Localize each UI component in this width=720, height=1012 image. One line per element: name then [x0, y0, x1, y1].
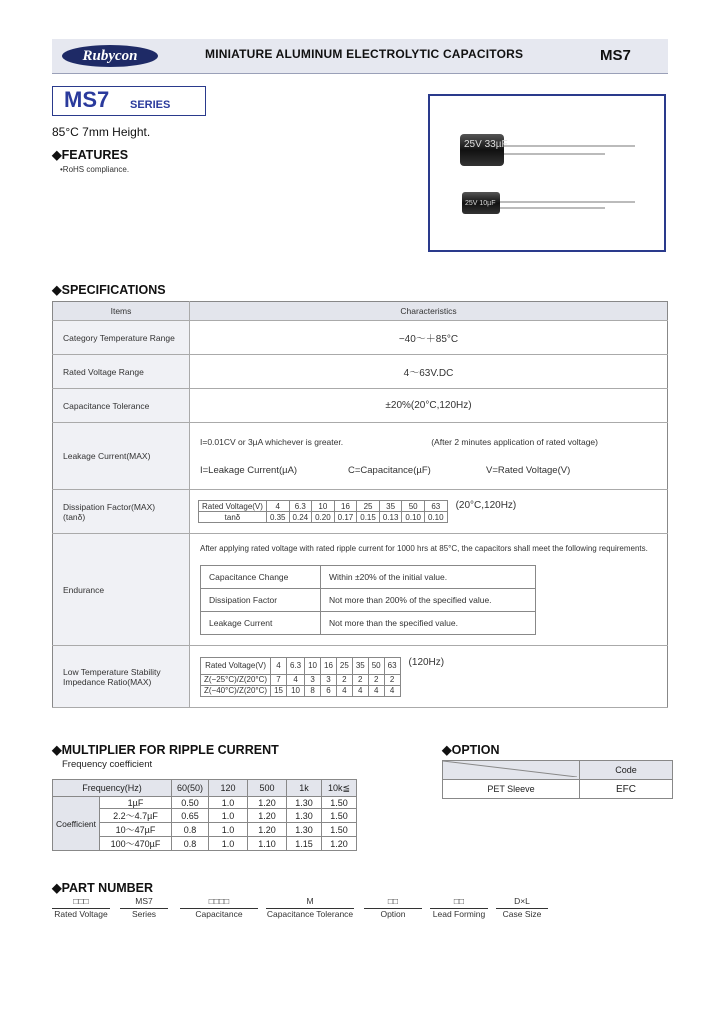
part-label: Option: [380, 909, 406, 919]
ratio-cell: 15: [271, 685, 287, 696]
ratio-cell: 7: [271, 674, 287, 685]
feature-item: •RoHS compliance.: [60, 165, 130, 174]
voltage-cell: 50: [368, 657, 384, 674]
coef-cell: 1.20: [248, 797, 287, 809]
spec-label: Category Temperature Range: [53, 321, 190, 355]
cap1-label: 25V 33µF: [464, 139, 508, 150]
part-capacitance: [180, 896, 258, 919]
voltage-cell: 35: [352, 657, 368, 674]
multiplier-subheading: Frequency coefficient: [62, 759, 153, 770]
part-label: Lead Forming: [432, 909, 486, 919]
coef-cell: 1.50: [322, 809, 357, 823]
tand-cell: 0.10: [424, 512, 447, 523]
ratio-cell: 3: [321, 674, 337, 685]
tand-cell: 0.24: [289, 512, 312, 523]
spec-value: 4～63V.DC: [190, 355, 668, 389]
tand-cell: 0.13: [379, 512, 402, 523]
option-item: PET Sleeve: [443, 780, 580, 799]
part-code: D×L: [514, 896, 530, 906]
multiplier-heading: ◆MULTIPLIER FOR RIPPLE CURRENT: [52, 743, 279, 757]
freq-cell: 120: [209, 780, 248, 797]
coef-cell: 0.50: [172, 797, 209, 809]
endurance-table: [200, 565, 536, 635]
part-case-size: [496, 896, 548, 919]
dissipation-label: Dissipation Factor(MAX): [63, 501, 156, 512]
part-code: □□□: [73, 896, 89, 906]
voltage-cell: 6.3: [289, 501, 312, 512]
dissipation-note: (20°C,120Hz): [455, 500, 517, 511]
brand-logo: Rubycon: [62, 45, 158, 67]
part-code: MS7: [135, 896, 153, 906]
ratio-cell: 3: [305, 674, 321, 685]
col-items: Items: [53, 302, 190, 321]
part-rated-voltage: [52, 896, 110, 919]
endurance-item: Dissipation Factor: [201, 589, 321, 612]
ratio-cell: 4: [336, 685, 352, 696]
cap-range: 1µF: [100, 797, 172, 809]
voltage-cell: 16: [321, 657, 337, 674]
spec-label: Rated Voltage Range: [53, 355, 190, 389]
coef-cell: 1.30: [287, 809, 322, 823]
tand-cell: 0.35: [266, 512, 289, 523]
ratio-cell: 6: [321, 685, 337, 696]
coef-cell: 1.30: [287, 797, 322, 809]
voltage-cell: 63: [384, 657, 400, 674]
col-characteristics: Characteristics: [190, 302, 668, 321]
ratio-label: Z(−25°C)/Z(20°C): [201, 674, 271, 685]
dissipation-label-cell: [53, 490, 190, 534]
voltage-cell: 50: [402, 501, 425, 512]
part-series: [120, 896, 168, 919]
capacitor-illustration: [430, 96, 664, 250]
freq-cell: 60(50): [172, 780, 209, 797]
coef-cell: 1.20: [322, 837, 357, 851]
coef-cell: 1.0: [209, 809, 248, 823]
endurance-value: Within ±20% of the initial value.: [321, 566, 536, 589]
coef-cell: 1.0: [209, 837, 248, 851]
part-option: [364, 896, 422, 919]
spec-label: Capacitance Tolerance: [53, 389, 190, 423]
option-table: [442, 760, 673, 799]
ratio-label: Z(−40°C)/Z(20°C): [201, 685, 271, 696]
ratio-cell: 2: [352, 674, 368, 685]
option-heading: ◆OPTION: [442, 743, 500, 757]
ratio-cell: 2: [368, 674, 384, 685]
option-code: EFC: [580, 780, 673, 799]
tand-label: tanδ: [199, 512, 267, 523]
part-code: M: [306, 896, 314, 906]
endurance-label: Endurance: [53, 534, 190, 646]
part-label: Series: [131, 909, 157, 919]
tand-cell: 0.10: [402, 512, 425, 523]
tand-cell: 0.15: [357, 512, 380, 523]
part-label: Rated Voltage: [54, 909, 108, 919]
part-label: Case Size: [502, 909, 542, 919]
freq-cell: 500: [248, 780, 287, 797]
part-label: Capacitance Tolerance: [266, 909, 354, 919]
part-number-heading: ◆PART NUMBER: [52, 881, 154, 895]
freq-cell: 1k: [287, 780, 322, 797]
leakage-c-def: C=Capacitance(µF): [348, 464, 431, 476]
lowtemp-table: [200, 657, 401, 697]
dissipation-label2: (tanδ): [63, 511, 86, 522]
part-label: Capacitance: [195, 909, 243, 919]
part-tolerance: [266, 896, 354, 919]
leakage-note: (After 2 minutes application of rated voltage): [431, 436, 598, 447]
ratio-cell: 10: [286, 685, 304, 696]
coef-cell: 0.8: [172, 823, 209, 837]
cap2-label: 25V 10µF: [465, 200, 496, 207]
ratio-cell: 4: [286, 674, 304, 685]
coef-cell: 1.30: [287, 823, 322, 837]
leakage-i-def: I=Leakage Current(µA): [200, 464, 298, 476]
part-code: □□: [453, 896, 465, 906]
ratio-cell: 4: [352, 685, 368, 696]
voltage-cell: 63: [424, 501, 447, 512]
lowtemp-label: Low Temperature Stability Impedance Ratio(MAX): [53, 646, 190, 708]
coef-cell: 0.65: [172, 809, 209, 823]
dissipation-cell: [190, 490, 668, 534]
endurance-cell: [190, 534, 668, 646]
coef-cell: 1.20: [248, 823, 287, 837]
lowtemp-cell: [190, 646, 668, 708]
option-diagonal-cell: [443, 761, 580, 780]
ratio-cell: 8: [305, 685, 321, 696]
dissipation-table: [198, 500, 448, 523]
coef-cell: 1.10: [248, 837, 287, 851]
product-photo: [428, 94, 666, 252]
endurance-intro: After applying rated voltage with rated ripple current for 1000 hrs at 85°C, the capacitors shall meet the following requirements.: [200, 544, 648, 553]
coef-cell: 1.15: [287, 837, 322, 851]
series-subtitle: 85°C 7mm Height.: [52, 125, 151, 139]
cap-range: 2.2～4.7µF: [100, 809, 172, 823]
coef-cell: 1.50: [322, 797, 357, 809]
series-name: MS7: [64, 87, 110, 112]
endurance-item: Leakage Current: [201, 612, 321, 635]
coef-cell: 1.50: [322, 823, 357, 837]
endurance-item: Capacitance Change: [201, 566, 321, 589]
freq-label: Frequency(Hz): [53, 780, 172, 797]
lowtemp-row-label: Rated Voltage(V): [201, 657, 271, 674]
features-heading: ◆FEATURES: [52, 148, 129, 162]
spec-value: −40～＋85°C: [190, 321, 668, 355]
leakage-cell: [190, 423, 668, 490]
tand-cell: 0.20: [312, 512, 335, 523]
option-code-label: Code: [580, 761, 673, 780]
multiplier-table: [52, 779, 357, 851]
voltage-cell: 16: [334, 501, 357, 512]
ratio-cell: 2: [384, 674, 400, 685]
spec-value: ±20%(20°C,120Hz): [190, 389, 668, 423]
coef-label: Coefficient: [53, 797, 100, 851]
part-lead-forming: [430, 896, 488, 919]
leakage-formula: I=0.01CV or 3µA whichever is greater.: [200, 436, 344, 447]
voltage-cell: 35: [379, 501, 402, 512]
lowtemp-note: (120Hz): [408, 656, 445, 668]
coef-cell: 0.8: [172, 837, 209, 851]
ratio-cell: 4: [368, 685, 384, 696]
leakage-v-def: V=Rated Voltage(V): [486, 464, 571, 476]
specifications-table: [52, 301, 668, 708]
voltage-cell: 10: [305, 657, 321, 674]
leakage-label: Leakage Current(MAX): [53, 423, 190, 490]
coef-cell: 1.0: [209, 797, 248, 809]
voltage-cell: 6.3: [286, 657, 304, 674]
voltage-cell: 10: [312, 501, 335, 512]
cap-range: 10～47µF: [100, 823, 172, 837]
part-code: □□□□: [208, 896, 230, 906]
diagonal-line: [443, 761, 577, 777]
page-title: MINIATURE ALUMINUM ELECTROLYTIC CAPACITORS: [205, 47, 524, 61]
endurance-value: Not more than the specified value.: [321, 612, 536, 635]
voltage-cell: 4: [271, 657, 287, 674]
voltage-cell: 25: [357, 501, 380, 512]
ratio-cell: 2: [336, 674, 352, 685]
tand-cell: 0.17: [334, 512, 357, 523]
part-code: □□: [387, 896, 399, 906]
dissipation-row-label: Rated Voltage(V): [199, 501, 267, 512]
header-series-code: MS7: [600, 47, 631, 64]
series-label: SERIES: [130, 99, 171, 111]
voltage-cell: 25: [336, 657, 352, 674]
freq-cell: 10k≦: [322, 780, 357, 797]
coef-cell: 1.20: [248, 809, 287, 823]
coef-cell: 1.0: [209, 823, 248, 837]
endurance-value: Not more than 200% of the specified value.: [321, 589, 536, 612]
specifications-heading: ◆SPECIFICATIONS: [52, 283, 166, 297]
voltage-cell: 4: [266, 501, 289, 512]
cap-range: 100～470µF: [100, 837, 172, 851]
ratio-cell: 4: [384, 685, 400, 696]
